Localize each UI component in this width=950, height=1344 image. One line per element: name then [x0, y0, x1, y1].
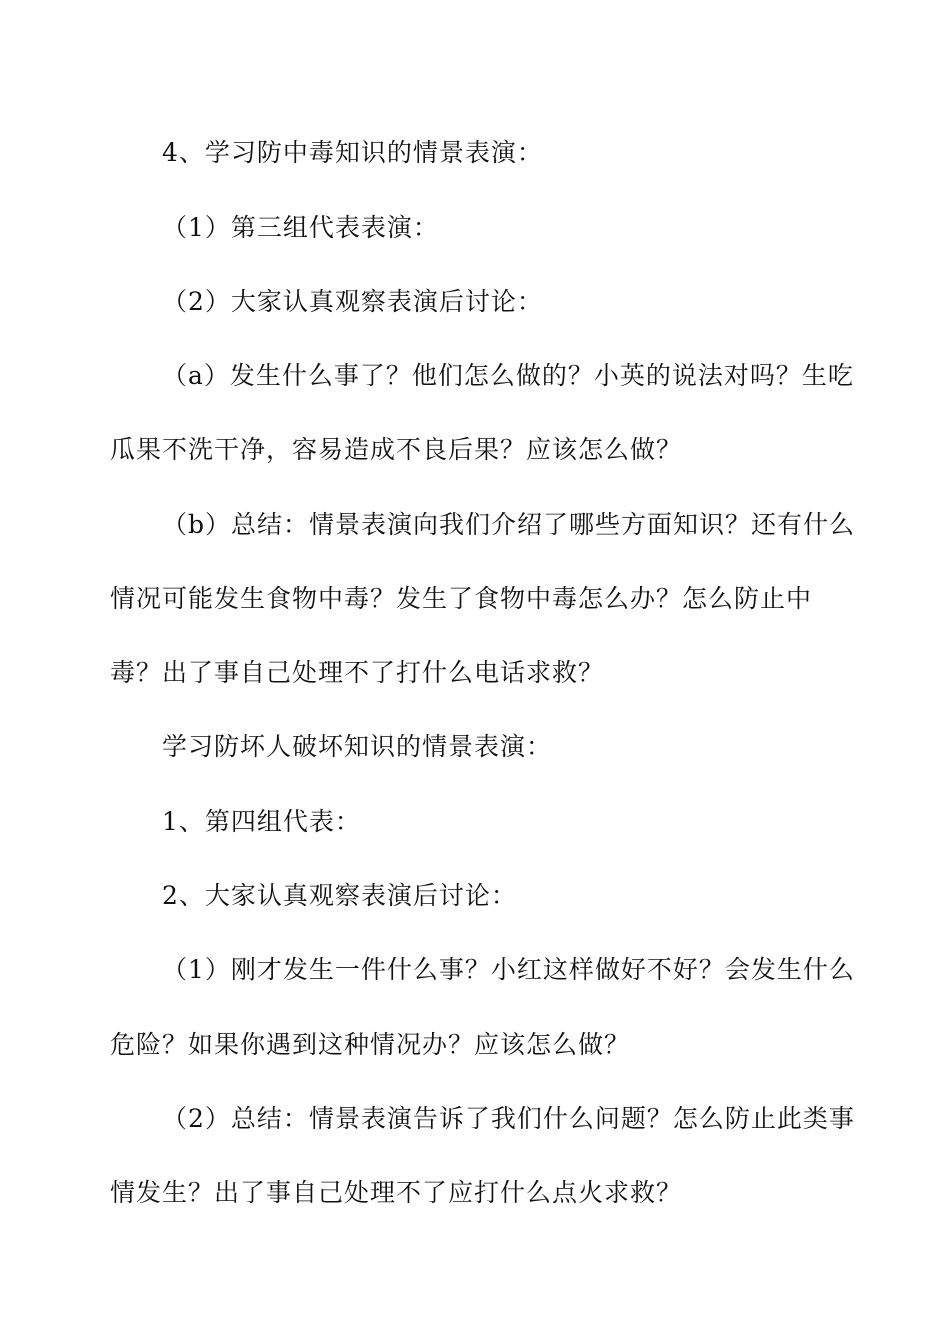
- paragraph-summary-2-line2: 情发生？出了事自己处理不了应打什么点火求救？: [110, 1178, 683, 1207]
- paragraph-question-1-line2: 危险？如果你遇到这种情况办？应该怎么做？: [110, 1030, 631, 1059]
- paragraph-summary-b-line3: 毒？出了事自己处理不了打什么电话求救？: [110, 658, 605, 687]
- paragraph-discussion-1: （2）大家认真观察表演后讨论：: [162, 287, 543, 316]
- paragraph-question-a-line1: （a）发生什么事了？他们怎么做的？小英的说法对吗？生吃: [162, 361, 854, 390]
- paragraph-group4: 1、第四组代表：: [162, 807, 361, 836]
- paragraph-heading-bad-people: 学习防坏人破坏知识的情景表演：: [162, 732, 553, 761]
- paragraph-summary-2-line1: （2）总结：情景表演告诉了我们什么问题？怎么防止此类事: [162, 1104, 855, 1133]
- paragraph-question-a-line2: 瓜果不洗干净，容易造成不良后果？应该怎么做？: [110, 435, 683, 464]
- paragraph-discussion-2: 2、大家认真观察表演后讨论：: [162, 881, 517, 910]
- paragraph-group3-performance: （1）第三组代表表演：: [162, 213, 439, 242]
- paragraph-question-1-line1: （1）刚才发生一件什么事？小红这样做好不好？会发生什么: [162, 955, 855, 984]
- paragraph-summary-b-line1: （b）总结：情景表演向我们介绍了哪些方面知识？还有什么: [162, 510, 856, 539]
- paragraph-summary-b-line2: 情况可能发生食物中毒？发生了食物中毒怎么办？怎么防止中: [110, 584, 813, 613]
- paragraph-heading-poison: 4、学习防中毒知识的情景表演：: [162, 138, 543, 167]
